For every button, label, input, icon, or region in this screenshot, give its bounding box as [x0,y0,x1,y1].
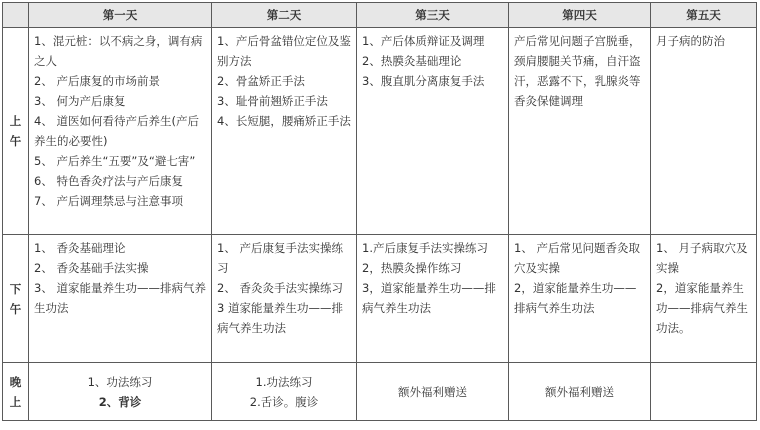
cell-line: 月子病的防治 [656,34,725,48]
row-label-afternoon [3,235,29,363]
afternoon-day-3 [357,235,509,363]
cell-line: 1、产后体质辩证及调理 [362,34,485,48]
cell-line: 额外福利赠送 [398,384,467,399]
cell-line: 3、腹直肌分离康复手法 [362,74,485,88]
evening-day-5 [651,363,757,421]
cell-line: 1、产后骨盆错位定位及鉴别方法 [217,34,351,68]
evening-day-2 [212,363,357,421]
cell-line: 1.功法练习 [255,374,313,389]
afternoon-day-5 [651,235,757,363]
morning-day-4 [509,28,651,235]
cell-line: 3、 道家能量养生功——排病气养生功法 [34,281,206,315]
cell-line: 6、 特色香灸疗法与产后康复 [34,174,183,188]
cell-line: 产后常见问题子宫脱垂，颈肩腰腿关节痛，自汗盗汗，恶露不下，乳腺炎等香灸保健调理 [514,34,641,108]
cell-line: 2、 香灸基础手法实操 [34,261,149,275]
evening-day-3 [357,363,509,421]
cell-line: 3、耻骨前翘矫正手法 [217,94,328,108]
cell-line: 1.产后康复手法实操练习 [362,241,488,255]
cell-line: 2、 产后康复的市场前景 [34,74,160,88]
header-corner [3,3,29,28]
afternoon-day-4 [509,235,651,363]
cell-line: 1、 产后康复手法实操练习 [217,241,343,275]
cell-line: 4、长短腿，腰痛矫正手法 [217,114,351,128]
cell-line: 额外福利赠送 [545,384,614,399]
header-day-2: 第二天 [212,3,357,28]
afternoon-day-1 [29,235,212,363]
cell-line: 2、 香灸灸手法实操练习 [217,281,343,295]
header-day-5: 第五天 [651,3,757,28]
row-evening [3,363,757,421]
evening-day-1 [29,363,212,421]
row-morning [3,28,757,235]
morning-day-5 [651,28,757,235]
header-day-4: 第四天 [509,3,651,28]
row-label-char: 下午 [9,281,22,316]
cell-line: 3、 何为产后康复 [34,94,126,108]
cell-line: 4、 道医如何看待产后养生(产后养生的必要性) [34,114,199,148]
cell-line: 1、 香灸基础理论 [34,241,126,255]
schedule-table [2,2,757,421]
afternoon-day-2 [212,235,357,363]
morning-day-1 [29,28,212,235]
cell-line: 2，热膜灸操作练习 [362,261,462,275]
cell-line: 2、热膜灸基础理论 [362,54,462,68]
cell-line: 2，道家能量养生功——排病气养生功法 [514,281,637,315]
cell-line: 1、 月子病取穴及实操 [656,241,748,275]
row-label-char: 上午 [9,114,22,148]
cell-line: 5、 产后养生“五要”及“避七害” [34,154,196,168]
row-afternoon [3,235,757,363]
cell-line: 2，道家能量养生功——排病气养生功法。 [656,281,748,335]
cell-line: 2.舌诊。腹诊 [249,394,319,409]
cell-line: 1、功法练习 [87,374,153,389]
header-row [3,3,757,28]
header-day-1: 第一天 [29,3,212,28]
cell-line: 2、骨盆矫正手法 [217,74,305,88]
cell-line: 2、背诊 [98,394,142,409]
row-label-morning [3,28,29,235]
morning-day-3 [357,28,509,235]
morning-day-2 [212,28,357,235]
evening-day-4 [509,363,651,421]
cell-line: 1、混元桩：以不病之身，调有病之人 [34,34,203,68]
cell-line: 3 道家能量养生功——排病气养生功法 [217,301,343,335]
cell-line: 7、 产后调理禁忌与注意事项 [34,194,183,208]
row-label-char: 晚上 [9,374,22,409]
header-day-3: 第三天 [357,3,509,28]
cell-line: 3，道家能量养生功——排病气养生功法 [362,281,496,315]
row-label-evening [3,363,29,421]
cell-line: 1、 产后常见问题香灸取穴及实操 [514,241,640,275]
